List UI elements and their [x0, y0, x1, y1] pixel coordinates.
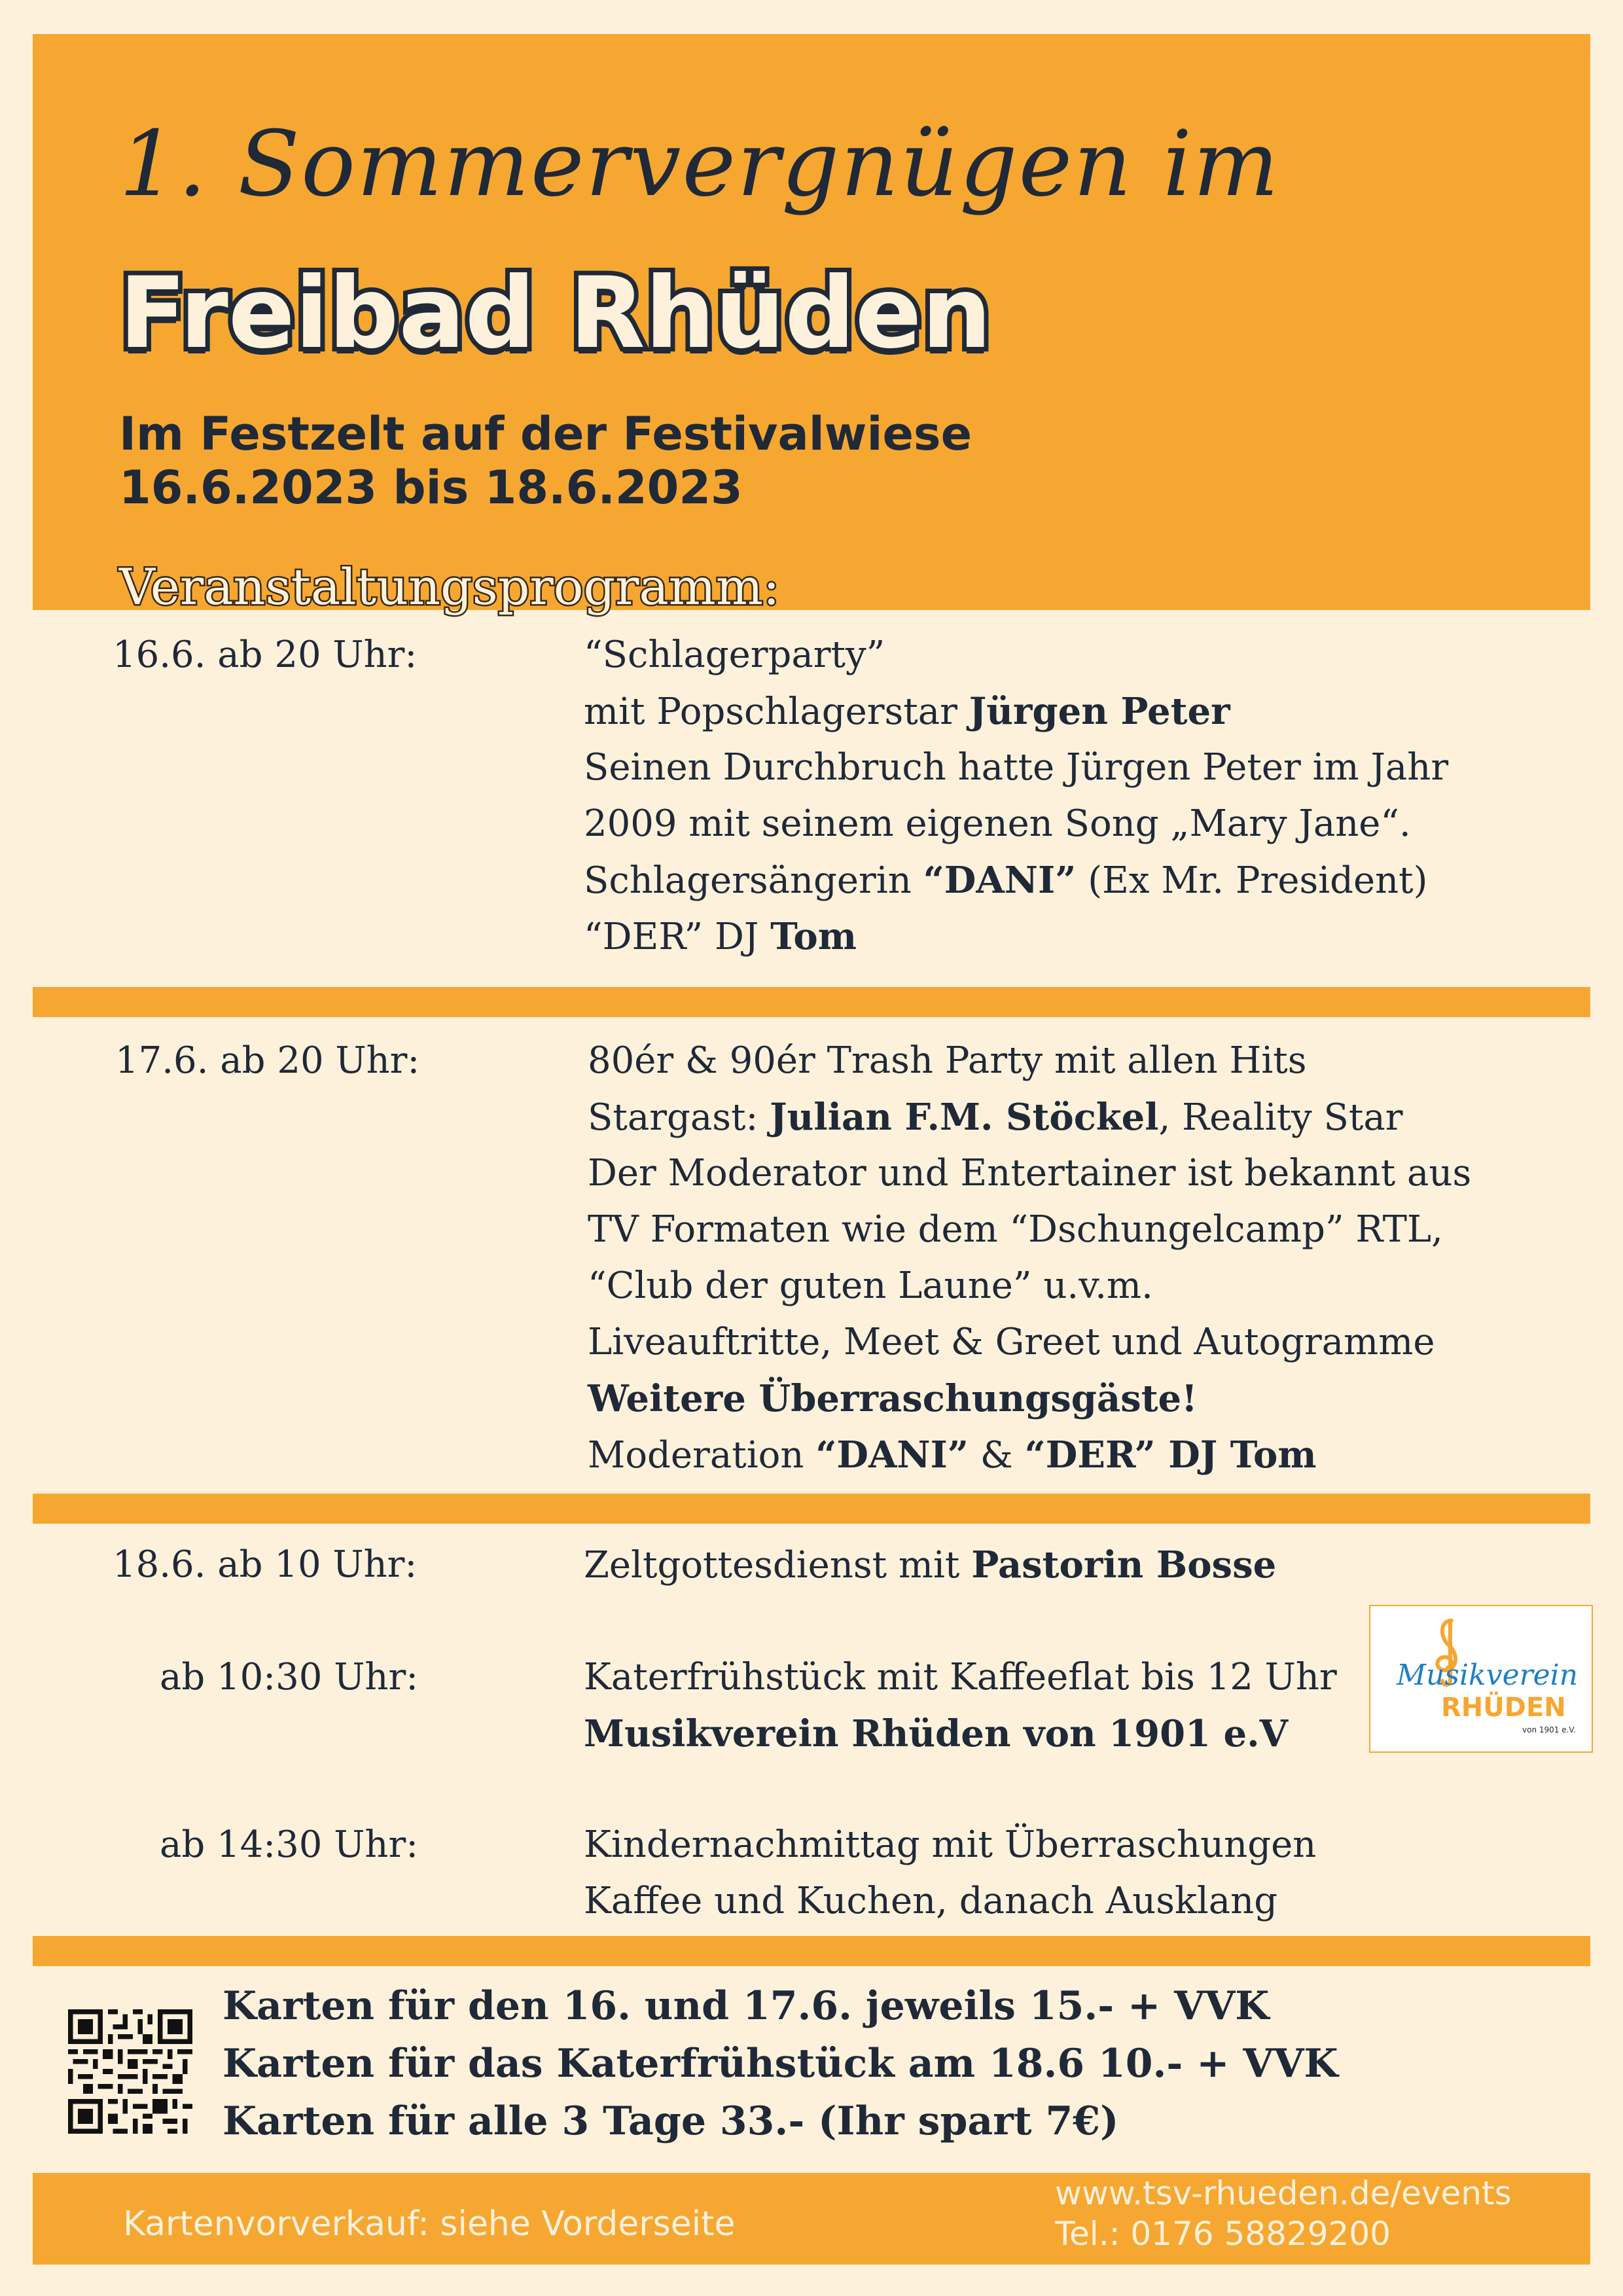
footer-banner [33, 2173, 1590, 2265]
day3-time-2: ab 10:30 Uhr: [160, 1656, 419, 1698]
day2-line-2-text: Stargast: [588, 1096, 770, 1139]
day3-event-3-line-1: Kindernachmittag mit Überraschungen [584, 1823, 1317, 1866]
day3-event-3-line-2: Kaffee und Kuchen, danach Ausklang [584, 1880, 1278, 1922]
subtitle-dates: 16.6.2023 bis 18.6.2023 [119, 461, 743, 514]
qr-code-icon [68, 2009, 192, 2134]
ticket-line-2: Karten für das Katerfrühstück am 18.6 10.- + VVK [223, 2041, 1338, 2087]
day2-line-1: 80ér & 90ér Trash Party mit allen Hits [588, 1039, 1307, 1082]
day2-line-6: Liveauftritte, Meet & Greet und Autogramme [588, 1321, 1435, 1363]
subtitle-location: Im Festzelt auf der Festivalwiese [119, 407, 972, 461]
logo-name-text: RHÜDEN [1441, 1693, 1566, 1723]
day3-time-3: ab 14:30 Uhr: [160, 1823, 419, 1866]
phone-number: Tel.: 0176 58829200 [1055, 2215, 1391, 2253]
day1-dj: Tom [770, 915, 857, 958]
day1-time: 16.6. ab 20 Uhr: [113, 634, 418, 676]
day2-line-4: TV Formaten wie dem “Dschungelcamp” RTL, [588, 1208, 1443, 1251]
day3-pastor: Pastorin Bosse [971, 1543, 1277, 1587]
day2-line-8-text: Moderation [588, 1434, 816, 1477]
title-line-2: Freibad Rhüden [119, 257, 992, 370]
day1-line-6 [584, 915, 857, 958]
day1-line-6-text: “DER” DJ [584, 916, 771, 958]
program-heading: Veranstaltungsprogramm: [119, 558, 780, 616]
day1-line-5-note: (Ex Mr. President) [1076, 859, 1428, 902]
day2-line-8-and: & [969, 1434, 1025, 1477]
divider-3 [33, 1936, 1590, 1966]
day1-artist: Jürgen Peter [969, 690, 1230, 733]
day2-line-7: Weitere Überraschungsgäste! [588, 1377, 1198, 1420]
website-link[interactable]: www.tsv-rhueden.de/events [1055, 2174, 1512, 2212]
day3-event-1-text: Zeltgottesdienst mit [584, 1544, 972, 1587]
day2-line-5: “Club der guten Laune” u.v.m. [588, 1265, 1153, 1307]
day1-line-1: “Schlagerparty” [584, 634, 885, 676]
day2-line-2-note: , Reality Star [1158, 1096, 1403, 1139]
day1-line-4: 2009 mit seinem eigenen Song „Mary Jane“. [584, 802, 1411, 845]
ticket-line-1: Karten für den 16. und 17.6. jeweils 15.- + VVK [223, 1983, 1270, 2029]
day2-line-2 [588, 1096, 1403, 1139]
day1-singer: “DANI” [923, 859, 1077, 902]
day3-event-1 [584, 1543, 1276, 1587]
day1-line-5-text: Schlagersängerin [584, 859, 923, 902]
day3-event-2-line-1: Katerfrühstück mit Kaffeeflat bis 12 Uhr [584, 1656, 1337, 1698]
logo-since-text: von 1901 e.V. [1522, 1725, 1576, 1734]
logo-script-text: Musikverein [1397, 1659, 1578, 1692]
day3-event-2-line-2: Musikverein Rhüden von 1901 e.V [584, 1712, 1289, 1755]
day2-moderator-2: “DER” DJ Tom [1024, 1433, 1317, 1477]
divider-1 [33, 987, 1590, 1017]
day1-line-2-text: mit Popschlagerstar [584, 691, 969, 733]
day1-line-2 [584, 690, 1230, 733]
day2-star-guest: Julian F.M. Stöckel [770, 1096, 1159, 1139]
day2-line-3: Der Moderator und Entertainer ist bekannt aus [588, 1152, 1472, 1194]
day2-time: 17.6. ab 20 Uhr: [115, 1039, 420, 1082]
divider-2 [33, 1494, 1590, 1524]
day2-moderator-1: “DANI” [815, 1433, 969, 1477]
day3-time-1: 18.6. ab 10 Uhr: [113, 1543, 418, 1586]
header-banner [33, 34, 1590, 616]
day2-line-8 [588, 1433, 1317, 1477]
presale-info: Kartenvorverkauf: siehe Vorderseite [123, 2204, 736, 2244]
ticket-line-3: Karten für alle 3 Tage 33.- (Ihr spart 7€) [223, 2098, 1119, 2144]
day1-line-3: Seinen Durchbruch hatte Jürgen Peter im Jahr [584, 746, 1449, 789]
title-line-1: 1. Sommervergnügen im [119, 111, 1280, 217]
musikverein-logo [1369, 1605, 1593, 1753]
day1-line-5 [584, 859, 1428, 902]
